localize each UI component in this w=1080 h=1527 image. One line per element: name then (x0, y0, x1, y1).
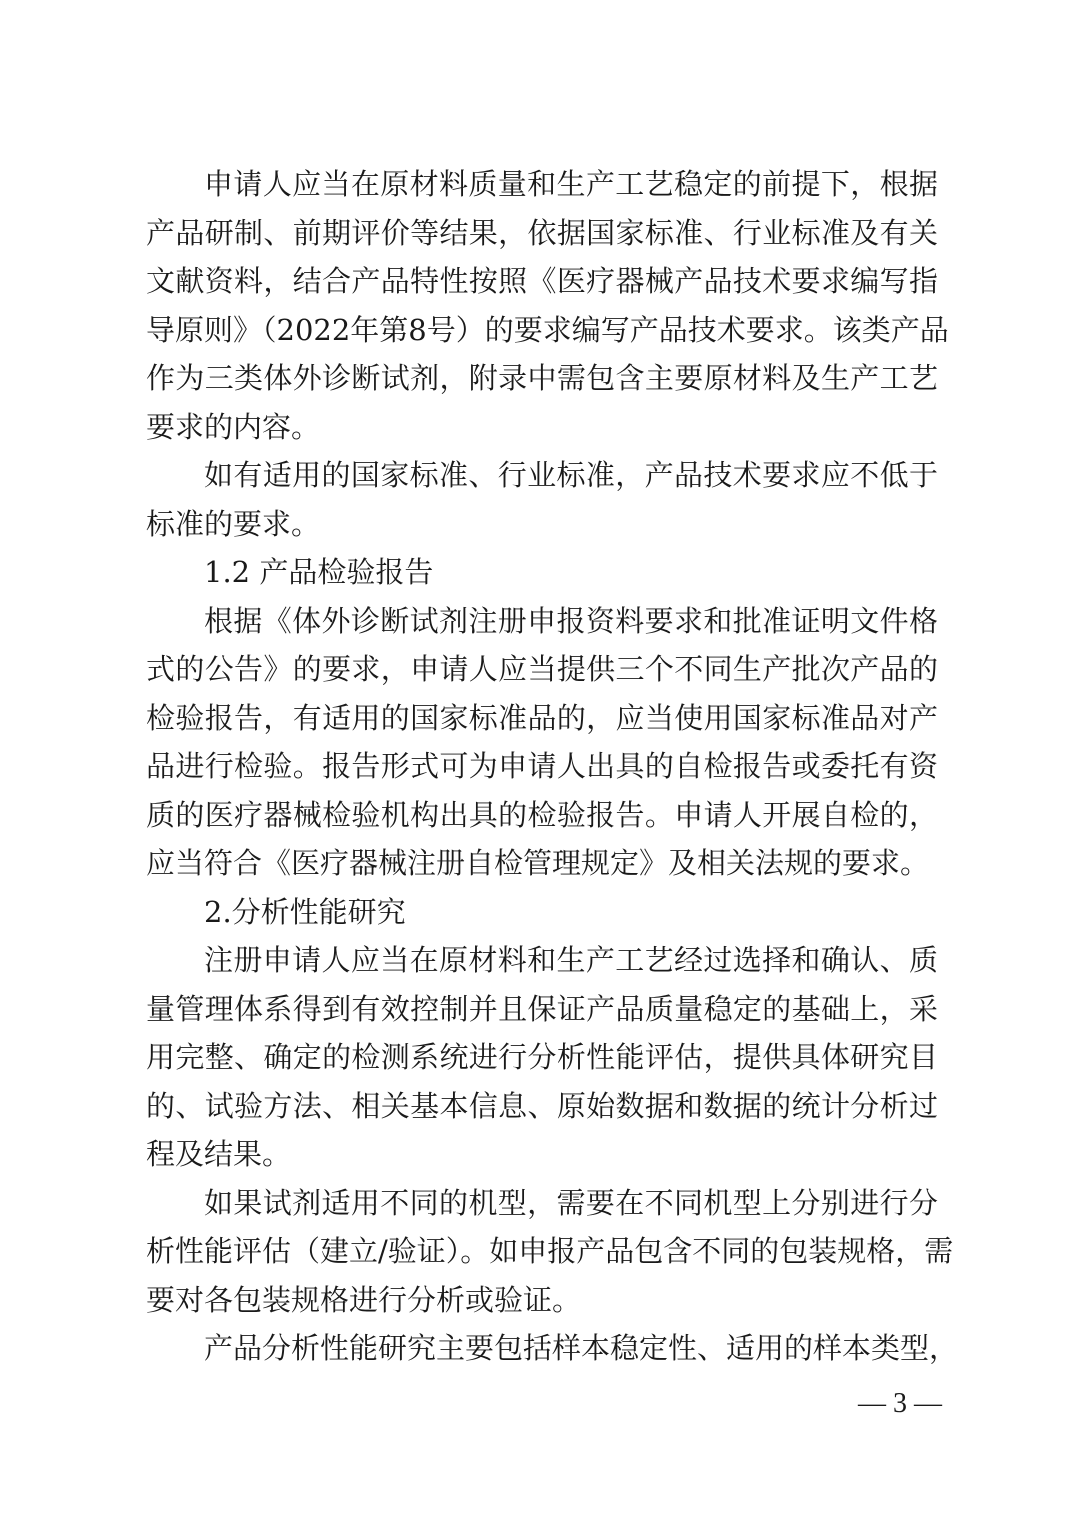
paragraph-line: 用完整、确定的检测系统进行分析性能评估，提供具体研究目 (146, 1040, 938, 1074)
paragraph (146, 451, 938, 548)
paragraph-line: 检验报告，有适用的国家标准品的，应当使用国家标准品对产 (146, 700, 938, 735)
paragraph-line: 如果试剂适用不同的机型，需要在不同机型上分别进行分 (204, 1185, 938, 1220)
paragraph-line: 要对各包装规格进行分析或验证。 (146, 1282, 582, 1317)
paragraph-line: 标准的要求。 (146, 506, 321, 541)
paragraph-line: 程及结果。 (146, 1137, 292, 1171)
paragraph (146, 1324, 959, 1373)
paragraph-line: 析性能评估（建立/验证）。如申报产品包含不同的包装规格，需 (146, 1234, 954, 1268)
paragraph-line: 作为三类体外诊断试剂，附录中需包含主要原材料及生产工艺 (146, 361, 938, 395)
paragraph (146, 1179, 954, 1325)
paragraph-line: 产品研制、前期评价等结果，依据国家标准、行业标准及有关 (146, 215, 938, 250)
paragraph-line: 要求的内容。 (146, 409, 321, 444)
paragraph-line: 质的医疗器械检验机构出具的检验报告。申请人开展自检的， (146, 797, 938, 832)
paragraph (146, 160, 949, 451)
paragraph-line: 根据《体外诊断试剂注册申报资料要求和批准证明文件格 (204, 603, 938, 638)
paragraph-line: 注册申请人应当在原材料和生产工艺经过选择和确认、质 (204, 943, 938, 977)
paragraph (146, 597, 938, 888)
paragraph-line: 如有适用的国家标准、行业标准，产品技术要求应不低于 (204, 458, 938, 492)
heading-text: 1.2 产品检验报告 (204, 555, 434, 589)
paragraph-line: 品进行检验。报告形式可为申请人出具的自检报告或委托有资 (146, 749, 938, 783)
paragraph-line: 应当符合《医疗器械注册自检管理规定》及相关法规的要求。 (146, 846, 930, 880)
heading-text: 2.分析性能研究 (204, 894, 406, 929)
paragraph-line: 产品分析性能研究主要包括样本稳定性、适用的样本类型， (204, 1331, 959, 1365)
paragraph-line: 的、试验方法、相关基本信息、原始数据和数据的统计分析过 (146, 1088, 938, 1123)
section-heading (146, 548, 938, 597)
paragraph-line: 式的公告》的要求，申请人应当提供三个不同生产批次产品的 (146, 652, 938, 686)
section-heading (146, 888, 938, 937)
document-body (146, 160, 959, 1373)
paragraph (146, 936, 938, 1179)
paragraph-line: 申请人应当在原材料质量和生产工艺稳定的前提下，根据 (204, 167, 938, 201)
paragraph-line: 文献资料，结合产品特性按照《医疗器械产品技术要求编写指 (146, 264, 938, 298)
paragraph-line: 量管理体系得到有效控制并且保证产品质量稳定的基础上，采 (146, 991, 938, 1026)
page-number: — 3 — (858, 1388, 942, 1419)
paragraph-line: 导原则》（2022年第8号）的要求编写产品技术要求。该类产品 (146, 312, 949, 347)
